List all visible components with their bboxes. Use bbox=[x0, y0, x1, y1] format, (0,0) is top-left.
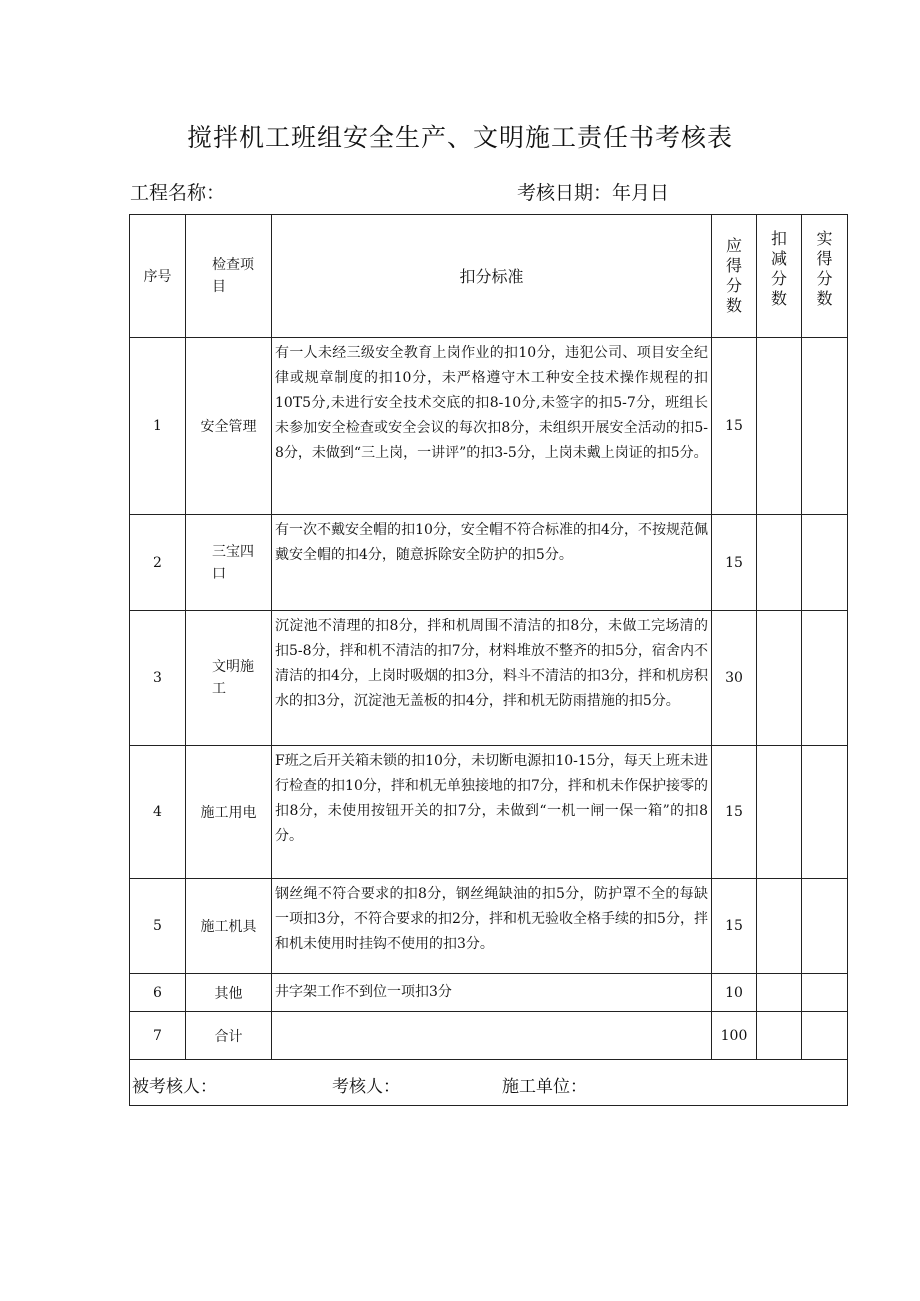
row-should-score: 15 bbox=[712, 879, 757, 974]
document-title: 搅拌机工班组安全生产、文明施工责任书考核表 bbox=[186, 123, 733, 152]
row-check-item-line2: 工 bbox=[212, 681, 226, 697]
row-deduct-cell bbox=[757, 338, 802, 515]
header-char: 实 bbox=[816, 229, 833, 248]
header-standard: 扣分标准 bbox=[272, 215, 712, 338]
table-row bbox=[130, 879, 848, 974]
row-actual-cell bbox=[802, 746, 848, 879]
signature-cell bbox=[130, 1060, 848, 1106]
row-standard: F班之后开关箱未锁的扣10分，未切断电源扣10-15分，每天上班未进行检查的扣10分，拌和机无单独接地的扣7分，拌和机未作保护接零的扣8分，未使用按钮开关的扣7分，未做到“一机一闸一保一箱”的扣8分。 bbox=[272, 746, 712, 879]
row-actual-cell bbox=[802, 515, 848, 611]
row-standard: 沉淀池不清理的扣8分，拌和机周围不清洁的扣8分，未做工完场清的扣5-8分，拌和机不清洁的扣7分，材料堆放不整齐的扣5分，宿舍内不清洁的扣4分，上岗时吸烟的扣3分，料斗不清洁的扣3分，拌和机房积水的扣3分，沉淀池无盖板的扣4分，拌和机无防雨措施的扣5分。 bbox=[272, 611, 712, 746]
row-number: 4 bbox=[130, 746, 186, 879]
row-actual-cell bbox=[802, 879, 848, 974]
table-header-row bbox=[130, 215, 848, 338]
row-actual-cell bbox=[802, 1012, 848, 1060]
row-actual-cell bbox=[802, 974, 848, 1012]
row-deduct-cell bbox=[757, 611, 802, 746]
row-should-score: 10 bbox=[712, 974, 757, 1012]
header-char: 减 bbox=[770, 249, 787, 268]
header-char: 数 bbox=[770, 289, 787, 308]
row-deduct-cell bbox=[757, 1012, 802, 1060]
header-should-score bbox=[712, 215, 757, 338]
row-check-item: 其他 bbox=[186, 974, 272, 1012]
table-row-total bbox=[130, 1012, 848, 1060]
row-standard: 钢丝绳不符合要求的扣8分，钢丝绳缺油的扣5分，防护罩不全的每缺一项扣3分，不符合要求的扣2分，拌和机无验收全格手续的扣5分，拌和机未使用时挂钩不使用的扣3分。 bbox=[272, 879, 712, 974]
row-should-score: 15 bbox=[712, 338, 757, 515]
header-char: 得 bbox=[816, 249, 833, 268]
header-actual bbox=[802, 215, 848, 338]
assessee-label: 被考核人： bbox=[132, 1077, 217, 1097]
assessment-table bbox=[129, 214, 848, 1106]
row-deduct-cell bbox=[757, 879, 802, 974]
construction-unit-label: 施工单位： bbox=[502, 1077, 587, 1097]
row-check-item: 合计 bbox=[186, 1012, 272, 1060]
header-char: 分 bbox=[770, 269, 787, 288]
header-seq: 序号 bbox=[130, 215, 186, 338]
header-char: 分 bbox=[725, 276, 742, 295]
header-char: 扣 bbox=[770, 229, 787, 248]
header-check-item-line1: 检查项 bbox=[212, 257, 254, 273]
row-number: 2 bbox=[130, 515, 186, 611]
row-standard: 有一次不戴安全帽的扣10分，安全帽不符合标准的扣4分，不按规范佩戴安全帽的扣4分，随意拆除安全防护的扣5分。 bbox=[272, 515, 712, 611]
row-should-score: 100 bbox=[712, 1012, 757, 1060]
project-name-label: 工程名称： bbox=[130, 182, 226, 204]
table-row bbox=[130, 338, 848, 515]
row-should-score: 15 bbox=[712, 515, 757, 611]
table-row bbox=[130, 974, 848, 1012]
row-check-item bbox=[186, 515, 272, 611]
signature-row bbox=[130, 1060, 848, 1106]
row-check-item-line1: 文明施 bbox=[212, 659, 254, 675]
row-number: 7 bbox=[130, 1012, 186, 1060]
header-check-item-line2: 目 bbox=[212, 279, 226, 295]
row-number: 5 bbox=[130, 879, 186, 974]
header-should-score-text bbox=[725, 236, 743, 316]
header-char: 得 bbox=[725, 256, 742, 275]
row-check-item: 施工机具 bbox=[186, 879, 272, 974]
row-should-score: 15 bbox=[712, 746, 757, 879]
table-row bbox=[130, 746, 848, 879]
header-char: 应 bbox=[725, 236, 742, 255]
header-deduct bbox=[757, 215, 802, 338]
table-row bbox=[130, 515, 848, 611]
header-char: 数 bbox=[725, 296, 742, 315]
header-actual-text bbox=[816, 229, 834, 309]
header-char: 数 bbox=[816, 289, 833, 308]
row-check-item: 安全管理 bbox=[186, 338, 272, 515]
row-deduct-cell bbox=[757, 746, 802, 879]
row-number: 3 bbox=[130, 611, 186, 746]
header-char: 分 bbox=[816, 269, 833, 288]
row-deduct-cell bbox=[757, 515, 802, 611]
row-number: 6 bbox=[130, 974, 186, 1012]
row-standard bbox=[272, 1012, 712, 1060]
header-check-item bbox=[186, 215, 272, 338]
assessment-date-label: 考核日期：年月日 bbox=[517, 182, 670, 204]
row-actual-cell bbox=[802, 338, 848, 515]
row-should-score: 30 bbox=[712, 611, 757, 746]
table-row bbox=[130, 611, 848, 746]
row-check-item-line2: 口 bbox=[212, 565, 226, 582]
header-deduct-text bbox=[770, 229, 788, 309]
row-standard: 有一人未经三级安全教育上岗作业的扣10分，违犯公司、项目安全纪律或规章制度的扣10分，未严格遵守木工种安全技术操作规程的扣10T5分,未进行安全技术交底的扣8-10分,未签字的扣5-7分，班组长未参加安全检查或安全会议的每次扣8分，未组织开展安全活动的扣5-8分，未做到“三上岗，一讲评”的扣3-5分，上岗未戴上岗证的扣5分。 bbox=[272, 338, 712, 515]
row-standard: 井字架工作不到位一项扣3分 bbox=[272, 974, 712, 1012]
row-check-item-line1: 三宝四 bbox=[212, 543, 254, 560]
row-check-item: 施工用电 bbox=[186, 746, 272, 879]
assessor-label: 考核人： bbox=[332, 1077, 400, 1097]
row-check-item bbox=[186, 611, 272, 746]
row-number: 1 bbox=[130, 338, 186, 515]
row-deduct-cell bbox=[757, 974, 802, 1012]
row-actual-cell bbox=[802, 611, 848, 746]
